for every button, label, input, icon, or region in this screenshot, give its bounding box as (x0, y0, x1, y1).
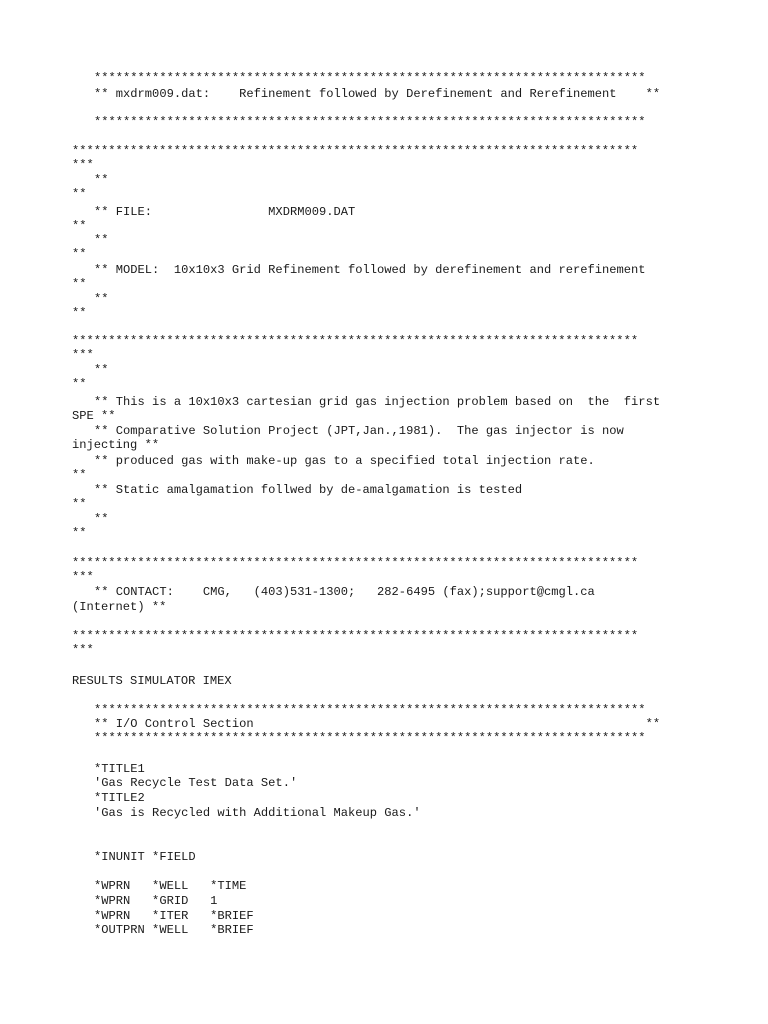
description-line-1: ** This is a 10x10x3 cartesian grid gas injection problem based on the first (94, 395, 661, 409)
inunit-line: *INUNIT *FIELD (94, 850, 196, 864)
wprn-iter-line: *WPRN *ITER *BRIEF (94, 909, 254, 923)
wprn-well-line: *WPRN *WELL *TIME (94, 879, 247, 893)
description-blank-line: ** (94, 363, 109, 377)
file-block-stars: ****************************************************************************** (72, 144, 639, 158)
file-name-line: ** FILE: MXDRM009.DAT (94, 205, 356, 219)
model-wrap: ** (72, 277, 87, 291)
file-block-blank-line: ** (94, 173, 109, 187)
file-block-blank-line: ** (94, 292, 109, 306)
header-stars-bottom: **************************************************************************** (94, 115, 646, 129)
title2-value: 'Gas is Recycled with Additional Makeup Gas.' (94, 806, 421, 820)
description-line-3: ** produced gas with make-up gas to a specified total injection rate. (94, 454, 595, 468)
file-block-blank-wrap: ** (72, 247, 87, 261)
file-block-blank-wrap: ** (72, 306, 87, 320)
file-block-blank-wrap: ** (72, 187, 87, 201)
contact-line: ** CONTACT: CMG, (403)531-1300; 282-6495 (fax);support@cmgl.ca (94, 585, 595, 599)
outprn-well-line: *OUTPRN *WELL *BRIEF (94, 923, 254, 937)
header-stars-top: **************************************************************************** (94, 71, 646, 85)
description-line-2: ** Comparative Solution Project (JPT,Jan.,1981). The gas injector is now (94, 424, 624, 438)
contact-stars: ****************************************************************************** (72, 556, 639, 570)
description-stars: ****************************************************************************** (72, 334, 639, 348)
description-blank-wrap: ** (72, 377, 87, 391)
io-section-title: ** I/O Control Section ** (94, 717, 661, 731)
header-title-line: ** mxdrm009.dat: Refinement followed by Derefinement and Rerefinement ** (94, 87, 661, 101)
description-stars-wrap: *** (72, 348, 94, 362)
io-section-stars-bottom: **************************************************************************** (94, 731, 646, 745)
description-line-4: ** Static amalgamation follwed by de-amalgamation is tested (94, 483, 523, 497)
file-block-blank-line: ** (94, 233, 109, 247)
description-line-3-wrap: ** (72, 468, 87, 482)
contact-stars-end: ****************************************************************************** (72, 629, 639, 643)
io-section-stars-top: **************************************************************************** (94, 703, 646, 717)
contact-stars-end-wrap: *** (72, 643, 94, 657)
description-line-2-wrap: injecting ** (72, 438, 160, 452)
wprn-grid-line: *WPRN *GRID 1 (94, 894, 218, 908)
title2-keyword: *TITLE2 (94, 791, 145, 805)
title1-value: 'Gas Recycle Test Data Set.' (94, 776, 298, 790)
file-block-stars-wrap: *** (72, 158, 94, 172)
file-name-wrap: ** (72, 219, 87, 233)
results-simulator-line: RESULTS SIMULATOR IMEX (72, 674, 232, 688)
description-blank-wrap: ** (72, 526, 87, 540)
contact-line-wrap: (Internet) ** (72, 600, 167, 614)
title1-keyword: *TITLE1 (94, 762, 145, 776)
description-line-1-wrap: SPE ** (72, 409, 116, 423)
model-line: ** MODEL: 10x10x3 Grid Refinement followed by derefinement and rerefinement (94, 263, 646, 277)
description-blank-line: ** (94, 512, 109, 526)
contact-stars-wrap: *** (72, 570, 94, 584)
description-line-4-wrap: ** (72, 497, 87, 511)
